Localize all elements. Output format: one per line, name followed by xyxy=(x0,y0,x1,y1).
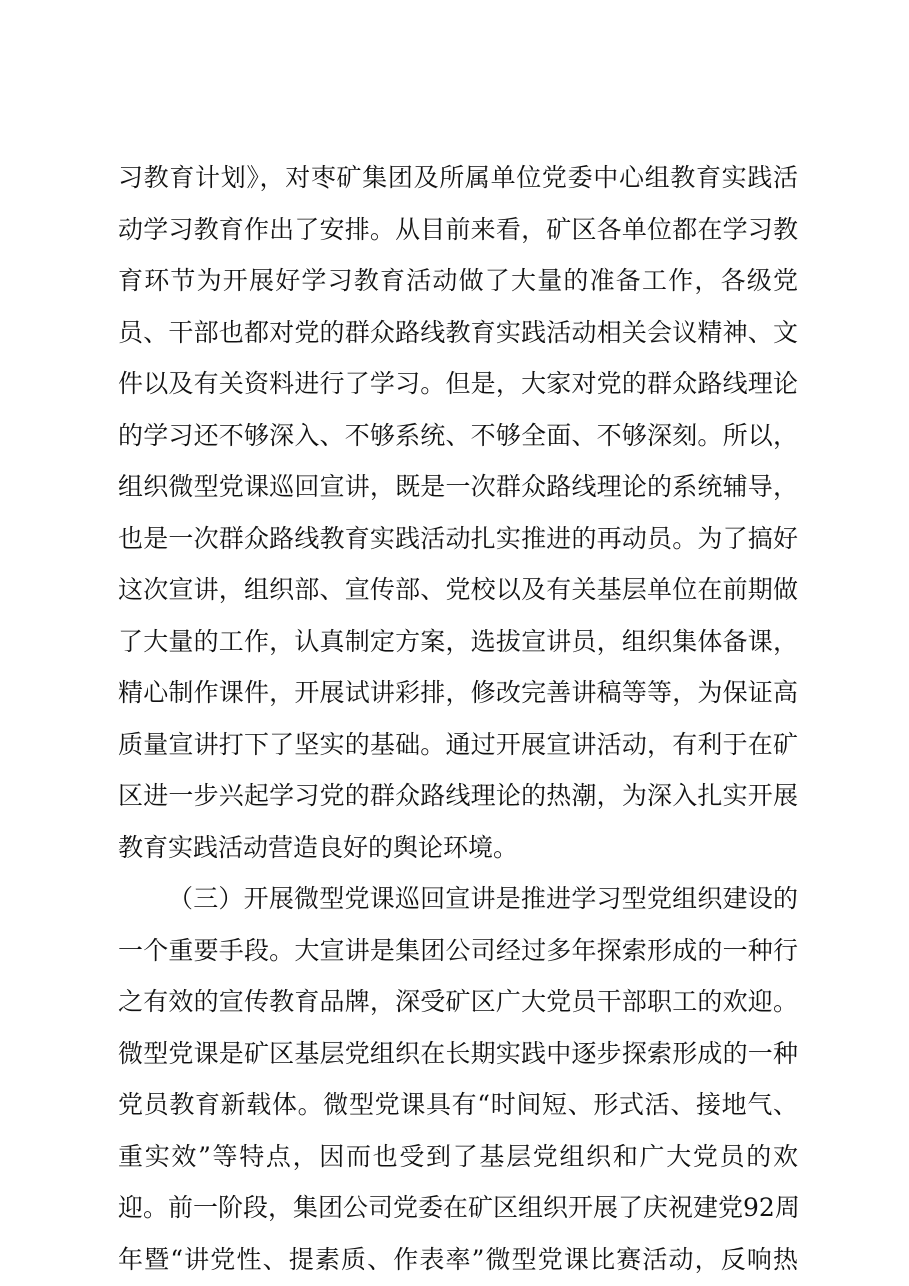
text-line: 微型党课是矿区基层党组织在长期实践中逐步探索形成的一种 xyxy=(118,1038,798,1068)
text-line: 之有效的宣传教育品牌，深受矿区广大党员干部职工的欢迎。 xyxy=(118,987,798,1016)
text-line: 员、干部也都对党的群众路线教育实践活动相关会议精神、文 xyxy=(118,317,798,347)
text-line: 一个重要手段。大宣讲是集团公司经过多年探索形成的一种行 xyxy=(118,935,798,965)
text-line: （三）开展微型党课巡回宣讲是推进学习型党组织建设的 xyxy=(168,884,798,913)
text-line: 的学习还不够深入、不够系统、不够全面、不够深刻。所以， xyxy=(118,420,798,450)
text-line: 精心制作课件，开展试讲彩排，修改完善讲稿等等，为保证高 xyxy=(118,678,798,707)
text-line: 教育实践活动营造良好的舆论环境。 xyxy=(118,832,519,862)
text-line: 区进一步兴起学习党的群众路线理论的热潮，为深入扎实开展 xyxy=(118,781,798,810)
text-line: 件以及有关资料进行了学习。但是，大家对党的群众路线理论 xyxy=(118,369,798,398)
text-line: 组织微型党课巡回宣讲，既是一次群众路线理论的系统辅导， xyxy=(118,472,798,501)
paragraph-2 xyxy=(118,873,798,1285)
text-line: 党员教育新载体。微型党课具有“时间短、形式活、接地气、 xyxy=(118,1090,798,1119)
text-line: 年暨“讲党性、提素质、作表率”微型党课比赛活动，反响热 xyxy=(118,1244,798,1274)
text-line: 重实效”等特点，因而也受到了基层党组织和广大党员的欢 xyxy=(118,1141,798,1171)
text-line: 也是一次群众路线教育实践活动扎实推进的再动员。为了搞好 xyxy=(118,523,798,553)
text-line: 这次宣讲，组织部、宣传部、党校以及有关基层单位在前期做 xyxy=(118,575,798,604)
text-line: 了大量的工作，认真制定方案，选拔宣讲员，组织集体备课， xyxy=(118,626,798,656)
paragraph-1 xyxy=(118,152,798,873)
text-line: 习教育计划》，对枣矿集团及所属单位党委中心组教育实践活 xyxy=(118,163,798,192)
document-body xyxy=(118,152,798,1285)
text-line: 质量宣讲打下了坚实的基础。通过开展宣讲活动，有利于在矿 xyxy=(118,729,798,759)
text-line: 动学习教育作出了安排。从目前来看，矿区各单位都在学习教 xyxy=(118,214,798,244)
text-line: 育环节为开展好学习教育活动做了大量的准备工作，各级党 xyxy=(118,266,798,295)
text-line: 迎。前一阶段，集团公司党委在矿区组织开展了庆祝建党92周 xyxy=(118,1193,800,1222)
